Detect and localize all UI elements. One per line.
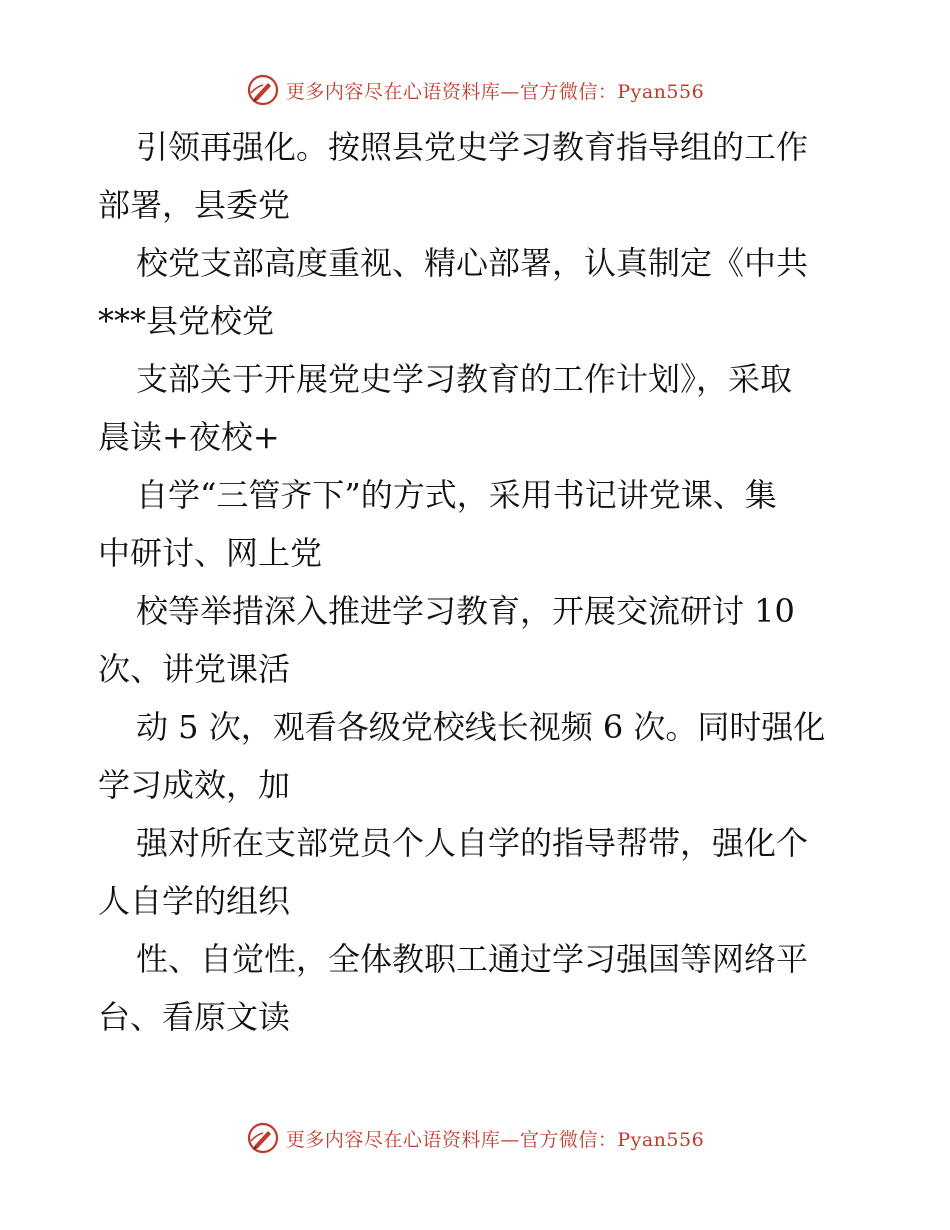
text-line: 次、讲党课活 [98, 650, 291, 688]
footer-watermark-banner [0, 1118, 950, 1158]
pen-logo-icon [246, 1121, 280, 1155]
text-line: 人自学的组织 [98, 882, 291, 920]
text-line: 中研讨、网上党 [98, 534, 323, 572]
text-line: 台、看原文读 [98, 998, 291, 1036]
pen-logo-icon [246, 73, 280, 107]
footer-banner-text: 更多内容尽在心语资料库—官方微信：Pyan556 [285, 1128, 705, 1151]
text-line: 动 5 次，观看各级党校线长视频 6 次。同时强化 [136, 708, 826, 746]
document-body [98, 118, 858, 1046]
text-line: 支部关于开展党史学习教育的工作计划》，采取 [136, 360, 793, 398]
text-line: 强对所在支部党员个人自学的指导帮带，强化个 [136, 824, 809, 862]
text-line: 校党支部高度重视、精心部署，认真制定《中共 [136, 244, 809, 282]
text-line: 引领再强化。按照县党史学习教育指导组的工作 [136, 128, 809, 166]
text-line: 晨读+夜校+ [98, 418, 280, 456]
text-line: ***县党校党 [98, 302, 275, 340]
text-line: 校等举措深入推进学习教育，开展交流研讨 10 [136, 592, 795, 630]
text-line: 部署，县委党 [98, 186, 291, 224]
text-line: 学习成效，加 [98, 766, 291, 804]
text-line: 自学“三管齐下”的方式，采用书记讲党课、集 [136, 476, 777, 514]
text-line: 性、自觉性，全体教职工通过学习强国等网络平 [136, 940, 809, 978]
header-watermark-banner [0, 70, 950, 110]
header-banner-text: 更多内容尽在心语资料库—官方微信：Pyan556 [285, 80, 705, 103]
